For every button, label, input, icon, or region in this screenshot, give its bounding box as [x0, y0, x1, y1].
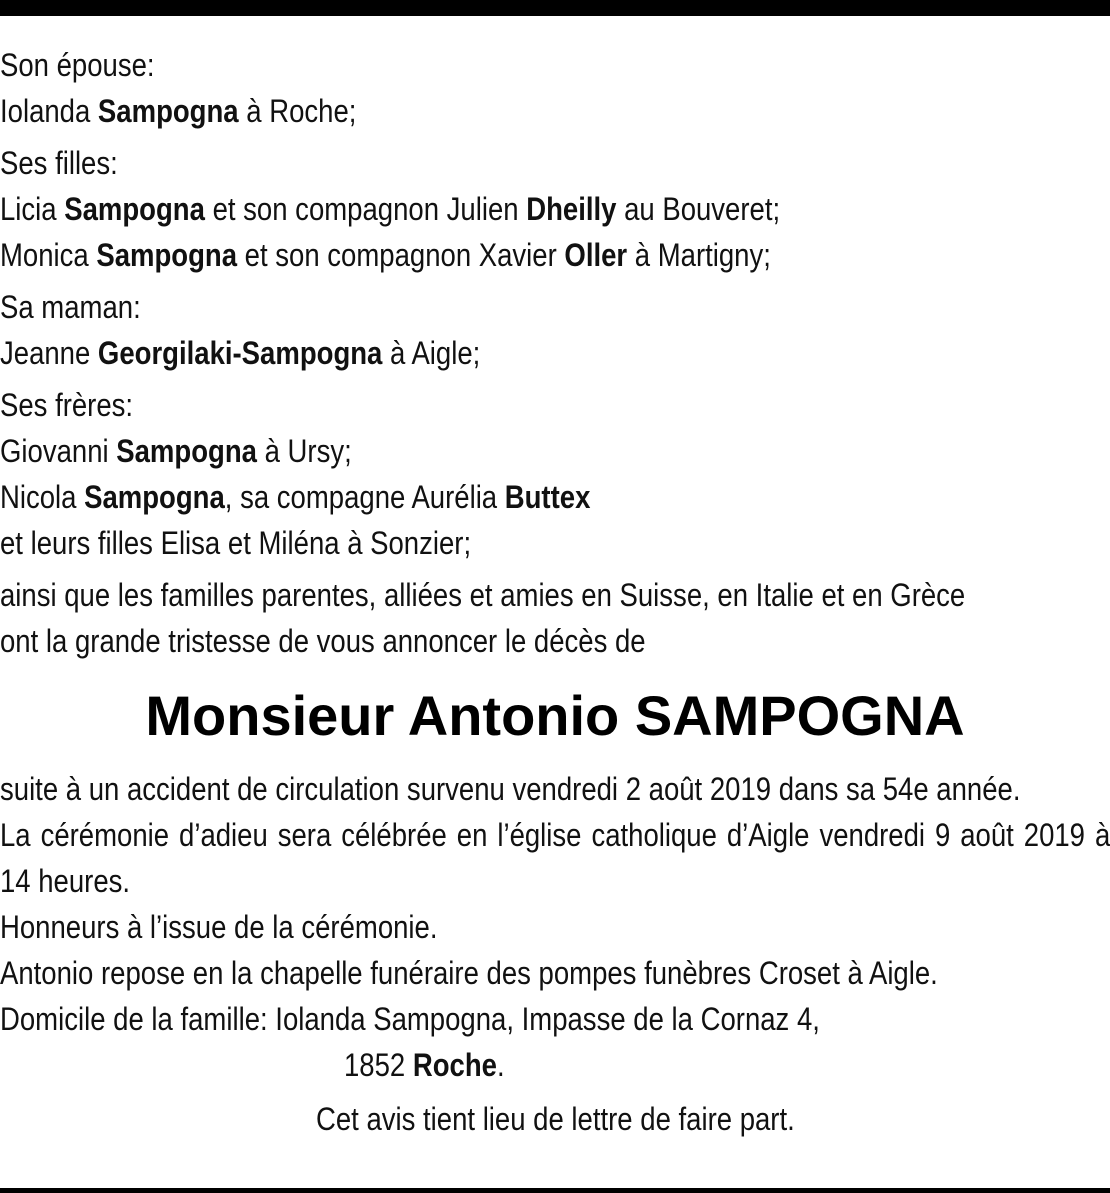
daughter-line: Monica Sampogna et son compagnon Xavier Oller à Martigny;: [0, 237, 771, 273]
family-name: Sampogna: [116, 433, 257, 469]
family-name: Sampogna: [84, 479, 225, 515]
mother-heading: Sa maman:: [0, 289, 141, 325]
family-name: Sampogna: [64, 191, 205, 227]
partner-name: Buttex: [504, 479, 591, 515]
brother-line: Giovanni Sampogna à Ursy;: [0, 433, 352, 469]
honours-line: Honneurs à l’issue de la cérémonie.: [0, 909, 438, 945]
bottom-border-rule: [0, 1188, 1110, 1193]
spouse-section: [0, 42, 1110, 134]
mother-line: Jeanne Georgilaki-Sampogna à Aigle;: [0, 335, 481, 371]
closing-note: Cet avis tient lieu de lettre de faire part.: [315, 1101, 795, 1137]
family-name: Sampogna: [96, 237, 238, 273]
deceased-name: Monsieur Antonio SAMPOGNA: [145, 684, 965, 747]
family-name: Sampogna: [97, 93, 239, 129]
families-line: ainsi que les familles parentes, alliées et amies en Suisse, en Italie et en Grèce: [0, 577, 966, 613]
partner-name: Oller: [564, 237, 628, 273]
town-name: Roche: [412, 1047, 497, 1083]
top-border-rule: [0, 0, 1110, 16]
domicile-address: 1852 Roche.: [344, 1047, 505, 1083]
families-section: [0, 572, 1110, 664]
obituary-notice: [0, 42, 1110, 1142]
partner-name: Dheilly: [526, 191, 617, 227]
daughters-section: [0, 140, 1110, 278]
accident-line: suite à un accident de circulation survenu vendredi 2 août 2019 dans sa 54e année.: [0, 771, 1021, 807]
daughter-line: Licia Sampogna et son compagnon Julien Dheilly au Bouveret;: [0, 191, 781, 227]
chapel-line: Antonio repose en la chapelle funéraire des pompes funèbres Croset à Aigle.: [0, 955, 938, 991]
mother-section: [0, 284, 1110, 376]
brother-line-continued: et leurs filles Elisa et Miléna à Sonzier;: [0, 525, 472, 561]
spouse-heading: Son épouse:: [0, 47, 155, 83]
ceremony-line: La cérémonie d’adieu sera célébrée en l’église catholique d’Aigle vendredi 9 août 2019 à 14 heures.: [0, 817, 1110, 899]
domicile-line: Domicile de la famille: Iolanda Sampogna, Impasse de la Cornaz 4,: [0, 1001, 820, 1037]
daughters-heading: Ses filles:: [0, 145, 118, 181]
brother-line: Nicola Sampogna, sa compagne Aurélia Buttex: [0, 479, 591, 515]
details-section: [0, 766, 1110, 1088]
brothers-section: [0, 382, 1110, 566]
announcement-line: ont la grande tristesse de vous annoncer le décès de: [0, 623, 646, 659]
family-name: Georgilaki-Sampogna: [97, 335, 383, 371]
brothers-heading: Ses frères:: [0, 387, 134, 423]
spouse-line: Iolanda Sampogna à Roche;: [0, 93, 357, 129]
